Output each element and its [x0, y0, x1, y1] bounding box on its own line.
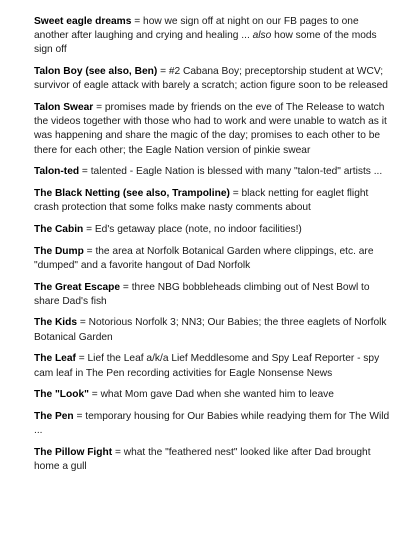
glossary-entry-sweet-eagle-dreams [34, 15, 394, 58]
glossary-term: The Pillow Fight [34, 446, 113, 458]
glossary-separator: = [88, 389, 101, 401]
glossary-definition: black netting for eaglet flight crash protection that some folks make nasty comments about [34, 188, 369, 214]
glossary-entry-the-leaf [34, 352, 394, 380]
glossary-term: The Cabin [34, 223, 84, 235]
glossary-entry-black-netting [34, 187, 394, 215]
glossary-term: The Great Escape [34, 281, 121, 293]
glossary-definition: what the "feathered nest" looked like after Dad brought home a gull [34, 446, 371, 473]
definition-text: how we sign off at night on our FB pages to one another after laughing and crying and healing ... [34, 16, 359, 42]
glossary-separator: = [79, 166, 91, 178]
glossary-definition: talented - Eagle Nation is blessed with many "talon-ted" artists ... [90, 166, 383, 178]
glossary-definition: temporary housing for Our Babies while readying them for The Wild ... [34, 410, 390, 437]
glossary-separator: = [229, 188, 242, 200]
glossary-term: The Leaf [34, 353, 76, 365]
glossary-term: Sweet eagle dreams [34, 16, 132, 27]
glossary-definition: Ed's getaway place (note, no indoor facilities!) [94, 223, 302, 235]
glossary-term: Talon Boy (see also, Ben) [34, 66, 158, 78]
glossary-separator: = [73, 410, 86, 422]
glossary-separator: = [83, 223, 95, 235]
glossary-term: The Black Netting (see also, Trampoline) [34, 188, 230, 200]
glossary-definition: Lief the Leaf a/k/a Lief Meddlesome and Spy Leaf Reporter - spy cam leaf in The Pen recording activities for Eagle Nonsense News [34, 353, 380, 379]
glossary-separator: = [112, 446, 124, 458]
glossary-separator: = [120, 281, 132, 293]
glossary-separator: = [93, 102, 105, 114]
glossary-definition: what Mom gave Dad when she wanted him to leave [100, 389, 334, 401]
glossary-entry-pillow-fight [34, 446, 394, 474]
glossary-entry-talon-ted [34, 165, 394, 179]
glossary-entry-the-pen [34, 410, 394, 438]
glossary-definition: #2 Cabana Boy; preceptorship student at WCV; survivor of eagle attack with barely a scratch; action figure soon to be released [34, 66, 388, 92]
glossary-definition: Notorious Norfolk 3; NN3; Our Babies; the three eaglets of Norfolk Botanical Garden [34, 317, 387, 343]
glossary-entry-the-kids [34, 316, 394, 344]
glossary-separator: = [75, 353, 88, 365]
glossary-term: Talon Swear [34, 102, 94, 114]
glossary-separator: = [131, 16, 144, 27]
glossary-entry-great-escape [34, 281, 394, 309]
glossary-term: The Kids [34, 317, 78, 329]
glossary-entry-the-cabin [34, 223, 394, 237]
glossary-list [34, 15, 394, 482]
glossary-definition: promises made by friends on the eve of The Release to watch the videos together with those who had to work and were unable to watch as it was happening and share the magic of the day; promises to each other to be there for each other; the Eagle Nation version of pinkie swear [34, 102, 387, 156]
glossary-definition: the area at Norfolk Botanical Garden where clippings, etc. are "dumped" and a favorite hangout of Dad Norfolk [34, 245, 374, 271]
glossary-entry-talon-swear [34, 101, 394, 158]
glossary-term: The "Look" [34, 389, 89, 401]
glossary-term: The Pen [34, 410, 74, 422]
glossary-separator: = [77, 317, 89, 329]
glossary-entry-the-look [34, 388, 394, 402]
glossary-entry-the-dump [34, 245, 394, 273]
glossary-entry-talon-boy [34, 65, 394, 93]
definition-emphasis: also [252, 30, 272, 42]
definition-text-continued: how some of the mods sign off [34, 30, 377, 56]
glossary-definition: three NBG bobbleheads climbing out of Nest Bowl to share Dad's fish [34, 281, 370, 307]
glossary-separator: = [157, 66, 169, 78]
glossary-term: The Dump [34, 245, 84, 257]
glossary-term: Talon-ted [34, 166, 80, 178]
glossary-separator: = [83, 245, 96, 257]
